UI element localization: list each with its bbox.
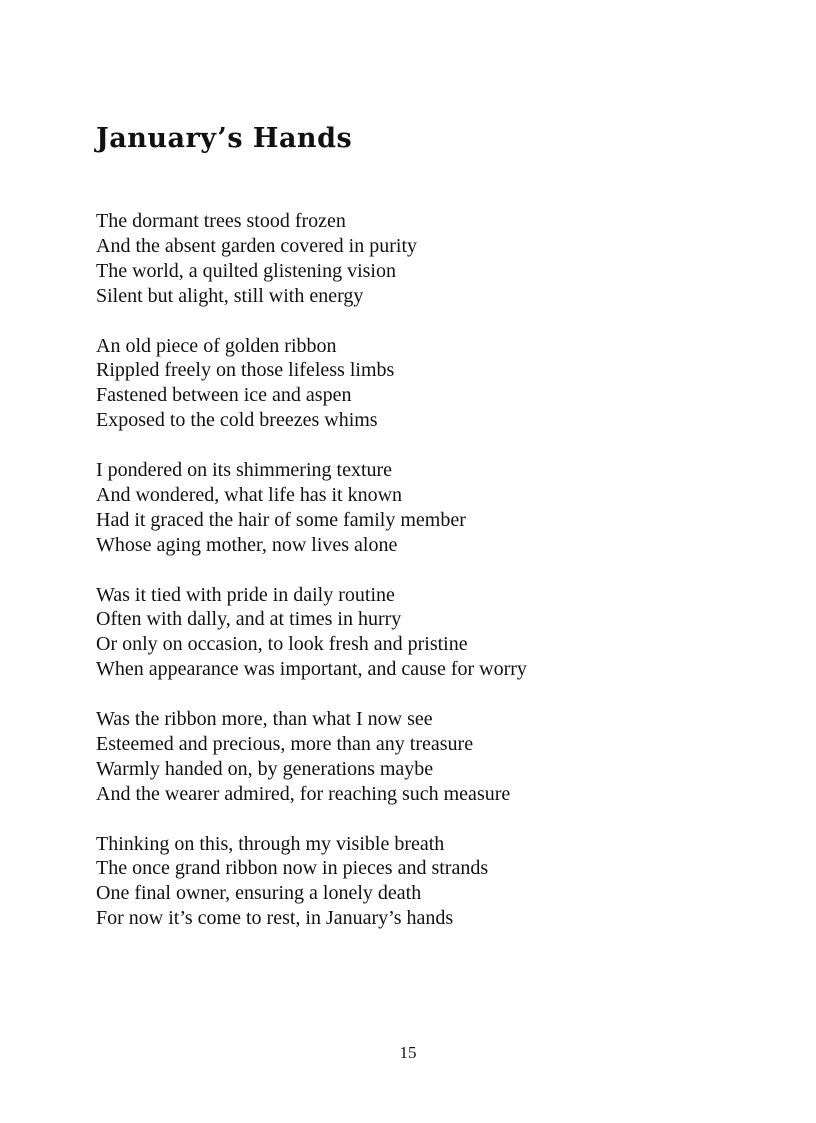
poem-line: One final owner, ensuring a lonely death [96,882,422,905]
stanza-2 [96,334,776,434]
poem-line: Rippled freely on those lifeless limbs [96,359,395,382]
poem-line: The once grand ribbon now in pieces and strands [96,857,489,880]
poem-line: Often with dally, and at times in hurry [96,608,402,631]
stanza-4 [96,583,776,683]
poem-line: I pondered on its shimmering texture [96,459,393,482]
poem-line: Silent but alight, still with energy [96,284,364,307]
poem-line: Was the ribbon more, than what I now see [96,708,433,731]
poem-line: Was it tied with pride in daily routine [96,583,395,606]
poem-line: Whose aging mother, now lives alone [96,533,398,556]
poem-line: For now it’s come to rest, in January’s hands [96,907,454,930]
poem-line: When appearance was important, and cause for worry [96,658,527,681]
stanza-1 [96,209,776,309]
poem-line: The world, a quilted glistening vision [96,259,396,282]
poem-line: And the wearer admired, for reaching such measure [96,782,511,805]
poem-title: January’s Hands [96,123,353,154]
poem-line: And wondered, what life has it known [96,483,403,506]
page-number: 15 [399,1043,417,1062]
poem-line: Or only on occasion, to look fresh and pristine [96,633,468,656]
stanza-6 [96,832,776,932]
poem-line: Esteemed and precious, more than any treasure [96,732,474,755]
stanza-3 [96,458,776,558]
poem-line: Warmly handed on, by generations maybe [96,757,434,780]
poem-line: The dormant trees stood frozen [96,210,346,232]
stanza-5 [96,707,776,807]
poem-line: Thinking on this, through my visible breath [96,832,445,855]
poem-line: Exposed to the cold breezes whims [96,409,378,432]
poem-line: Had it graced the hair of some family member [96,508,466,531]
poem-line: An old piece of golden ribbon [96,334,337,357]
poem-body [96,209,776,956]
poem-line: Fastened between ice and aspen [96,384,352,407]
poem-line: And the absent garden covered in purity [96,234,418,257]
